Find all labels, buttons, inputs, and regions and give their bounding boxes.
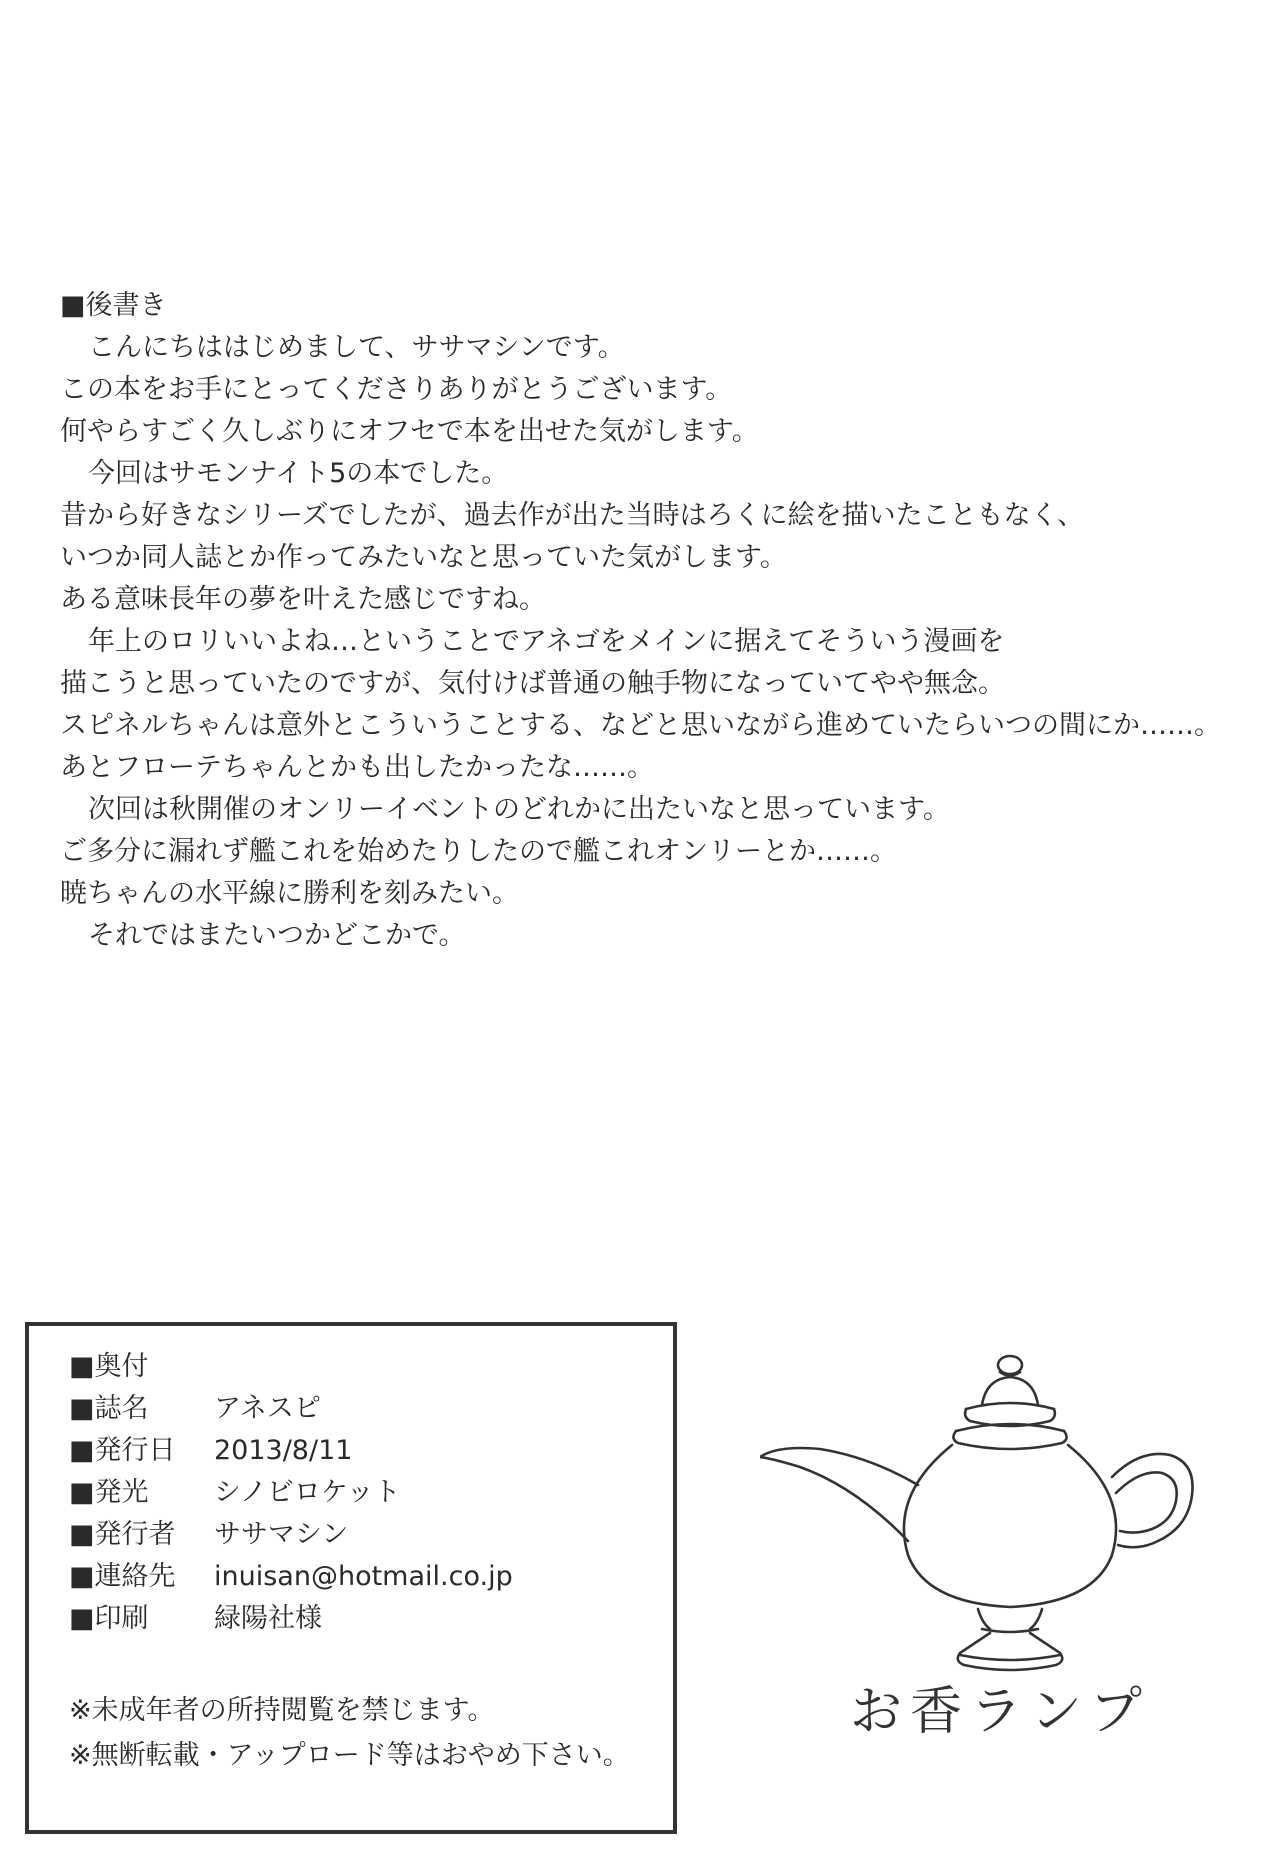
colophon-row-date bbox=[69, 1430, 513, 1472]
afterword-line: 年上のロリいいよね…ということでアネゴをメインに据えてそういう漫画を bbox=[88, 626, 1005, 657]
colophon-label: ■発行日 bbox=[69, 1435, 176, 1466]
colophon-value: ササマシン bbox=[214, 1519, 349, 1550]
afterword-line: 今回はサモンナイト5の本でした。 bbox=[88, 458, 509, 489]
colophon-rows bbox=[69, 1388, 513, 1640]
note-age-restriction: ※未成年者の所持閲覧を禁じます。 bbox=[69, 1695, 495, 1726]
colophon-value: アネスピ bbox=[214, 1393, 321, 1424]
colophon-label: ■誌名 bbox=[69, 1393, 149, 1424]
lamp-caption: お香ランプ bbox=[850, 1682, 1151, 1742]
afterword-line: こんにちははじめまして、ササマシンです。 bbox=[88, 332, 625, 363]
afterword-line: スピネルちゃんは意外とこういうことする、などと思いながら進めていたらいつの間にか……。 bbox=[60, 710, 1221, 741]
colophon-label: ■連絡先 bbox=[69, 1561, 176, 1592]
colophon-value: 2013/8/11 bbox=[214, 1435, 353, 1466]
afterword-line: いつか同人誌とか作ってみたいなと思っていた気がします。 bbox=[60, 542, 787, 573]
colophon-label: ■発行者 bbox=[69, 1519, 176, 1550]
afterword-line: 暁ちゃんの水平線に勝利を刻みたい。 bbox=[60, 878, 519, 909]
colophon-row-publisher bbox=[69, 1514, 513, 1556]
afterword-line: ご多分に漏れず艦これを始めたりしたので艦これオンリーとか……。 bbox=[60, 836, 897, 867]
afterword-section bbox=[60, 285, 1260, 957]
teapot-icon bbox=[760, 1345, 1200, 1675]
colophon-box bbox=[25, 1322, 677, 1834]
note-no-reupload: ※無断転載・アップロード等はおやめ下さい。 bbox=[69, 1740, 630, 1771]
colophon-row-contact bbox=[69, 1556, 513, 1598]
afterword-line: 描こうと思っていたのですが、気付けば普通の触手物になっていてやや無念。 bbox=[60, 668, 1005, 699]
afterword-line: それではまたいつかどこかで。 bbox=[88, 920, 466, 951]
afterword-line: この本をお手にとってくださりありがとうございます。 bbox=[60, 374, 733, 405]
afterword-line: 次回は秋開催のオンリーイベントのどれかに出たいなと思っています。 bbox=[88, 794, 950, 825]
colophon-title: ■奥付 bbox=[69, 1351, 149, 1382]
colophon-value: 緑陽社様 bbox=[214, 1603, 322, 1634]
colophon-label: ■発光 bbox=[69, 1477, 149, 1508]
afterword-line: あとフローテちゃんとかも出したかったな……。 bbox=[60, 752, 654, 783]
colophon-row-printer bbox=[69, 1598, 513, 1640]
colophon-row-circle bbox=[69, 1472, 513, 1514]
afterword-line: 何やらすごく久しぶりにオフセで本を出せた気がします。 bbox=[60, 416, 759, 447]
colophon-label: ■印刷 bbox=[69, 1603, 149, 1634]
colophon-row-title bbox=[69, 1388, 513, 1430]
colophon-value: シノビロケット bbox=[214, 1477, 401, 1508]
contact-email: inuisan@hotmail.co.jp bbox=[214, 1561, 513, 1592]
afterword-line: ある意味長年の夢を叶えた感じですね。 bbox=[60, 584, 546, 615]
colophon-notes bbox=[69, 1688, 630, 1778]
afterword-heading: ■後書き bbox=[60, 290, 167, 321]
afterword-line: 昔から好きなシリーズでしたが、過去作が出た当時はろくに絵を描いたこともなく、 bbox=[60, 500, 1085, 531]
